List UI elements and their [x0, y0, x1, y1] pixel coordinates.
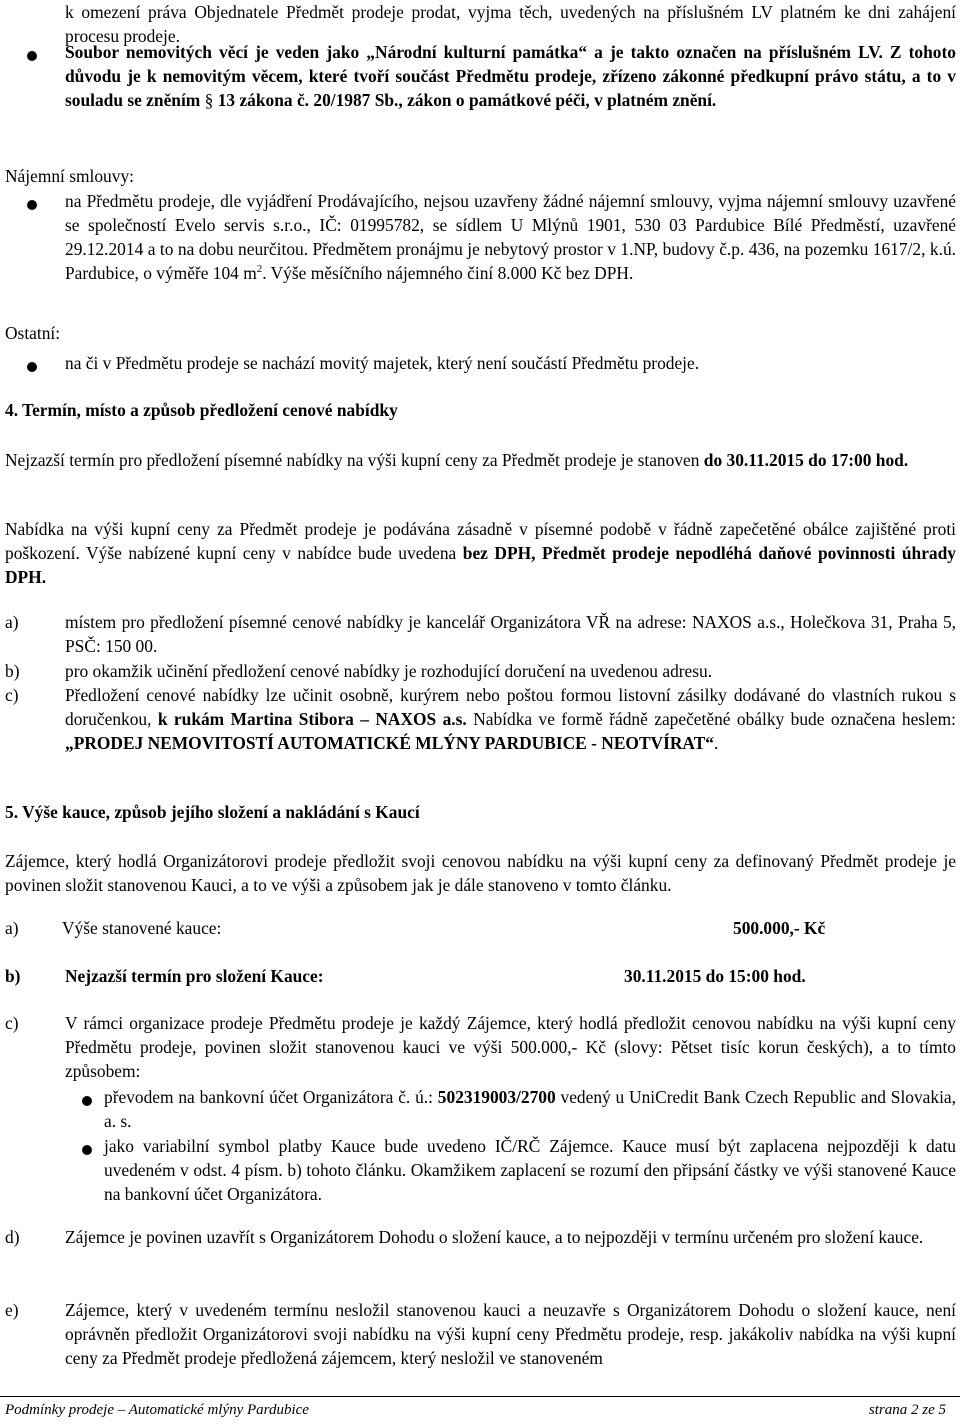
paragraph-text: . Výše měsíčního nájemného činí 8.000 Kč bez DPH.: [262, 263, 634, 283]
section-sign-icon: §: [204, 90, 214, 110]
account-number: 502319003/2700: [437, 1087, 556, 1107]
other-heading: Ostatní:: [5, 323, 61, 343]
paragraph-text: .: [714, 733, 719, 753]
list-label: b): [5, 966, 21, 986]
list-item: V rámci organizace prodeje Předmětu prodeje je každý Zájemce, který hodlá předložit cenovou nabídku na výši kupní ceny Předmětu prodeje, povinen složit stanovenou kauci ve výši 500.000,- Kč (slovy: Pětset tisíc korun českých), a to tímto způsobem:: [65, 1013, 956, 1081]
list-item: [65, 683, 956, 755]
lease-paragraph: [65, 189, 956, 285]
paragraph-text: na Předmětu prodeje, dle vyjádření Prodávajícího, nejsou uzavřeny žádné nájemní smlouvy, vyjma nájemní smlouvy uzavřené se společností Evelo servis s.r.o., IČ: 01995782, se sídlem U Mlýnů 1901, 530 03 Pardubice Bílé Předměstí, uzavřené 29.12.2014 a to na dobu neurčitou. Předmětem pronájmu je nebytový prostor v 1.NP, budovy č.p. 436, na pozemku 1617/2, k.ú. Pardubice, o výměře 104 m: [65, 191, 956, 283]
section-5-heading: [5, 800, 420, 824]
paragraph-text: Nabídka na výši kupní ceny za Předmět prodeje je podávána zásadně v písemné podobě v řádně zapečetěné obálce zajištěné proti poškození. Výše nabízené kupní ceny v nabídce bude uvedena: [5, 519, 956, 563]
paragraph-text: Nabídka ve formě řádně zapečetěné obálky bude označena heslem:: [473, 709, 956, 729]
sub-list-item: [104, 1085, 956, 1133]
list-item: Nejzazší termín pro složení Kauce:: [65, 966, 324, 986]
kauce-deadline: 30.11.2015 do 15:00 hod.: [624, 966, 806, 986]
lease-heading: Nájemní smlouvy:: [5, 166, 134, 186]
bullet-icon: [27, 51, 37, 61]
paragraph-text: , zákon o památkové péči, v platném znění.: [398, 90, 717, 110]
bullet-icon: [82, 1145, 92, 1155]
bullet-icon: [82, 1096, 92, 1106]
form-paragraph: [5, 517, 956, 589]
heading-text: 5. Výše kauce, způsob jejího složení a nakládání s Kaucí: [5, 802, 420, 822]
list-item: Zájemce, který v uvedeném termínu nesložil stanovenou kauci a neuzavře s Organizátorem Dohodu o složení kauce, není oprávněn předložit Organizátorovi svoji nabídku na výši kupní ceny Předmětu prodeje, resp. jakákoliv nabídka na výši kupní ceny za Předmět prodeje předložená zájemcem, který nesložil ve stanoveném: [65, 1300, 956, 1368]
superscript: 2: [256, 263, 263, 276]
page-number: strana 2 ze 5: [868, 1402, 946, 1418]
list-label: a): [5, 918, 19, 938]
list-label: c): [5, 1013, 19, 1033]
paragraph-text: „PRODEJ NEMOVITOSTÍ AUTOMATICKÉ MLÝNY PARDUBICE - NEOTVÍRAT“: [65, 733, 714, 753]
paragraph-text: k omezení práva Objednatele Předmět prodeje prodat, vyjma těch, uvedených na příslušném LV platném ke dni zahájení procesu prodeje.: [65, 2, 956, 46]
kauce-amount: 500.000,- Kč: [733, 918, 826, 938]
heading-text: 4. Termín, místo a způsob předložení cenové nabídky: [5, 400, 398, 420]
list-label: a): [5, 612, 19, 632]
paragraph-text: 13 zákona č. 20/1987 Sb.: [217, 90, 399, 110]
paragraph-text: Předložení cenové nabídky lze učinit osobně, kurýrem nebo poštou formou listovní zásilky dodávané do vlastních rukou s doručenkou,: [65, 685, 956, 729]
list-label: d): [5, 1227, 20, 1247]
list-item: Zájemce je povinen uzavřít s Organizátorem Dohodu o složení kauce, a to nejpozději v termínu určeném pro složení kauce.: [65, 1227, 924, 1247]
paragraph-text: do 30.11.2015 do 17:00 hod.: [703, 450, 909, 470]
list-label: b): [5, 661, 20, 681]
paragraph-text: k rukám Martina Stibora – NAXOS a.s.: [157, 709, 467, 729]
other-paragraph: na či v Předmětu prodeje se nachází movitý majetek, který není součástí Předmětu prodeje.: [65, 353, 700, 373]
paragraph-text: bez DPH, Předmět prodeje nepodléhá daňové povinnosti úhrady DPH.: [5, 543, 956, 587]
paragraph-text: vedený u UniCredit Bank Czech Republic and Slovakia, a. s.: [104, 1087, 956, 1131]
list-item: místem pro předložení písemné cenové nabídky je kancelář Organizátora VŘ na adrese: NAXOS a.s., Holečkova 31, Praha 5, PSČ: 150 00.: [65, 612, 956, 656]
deadline-paragraph: [5, 448, 956, 472]
sub-list-item: jako variabilní symbol platby Kauce bude uvedeno IČ/RČ Zájemce. Kauce musí být zaplacena nejpozději k datu uvedeném v odst. 4 písm. b) tohoto článku. Okamžikem zaplacení se rozumí den připsání částky ve výši stanovené Kauce na bankovní účet Organizátora.: [104, 1136, 956, 1204]
list-item: Výše stanovené kauce:: [62, 918, 222, 938]
footer-divider: [0, 1396, 960, 1397]
monument-paragraph: [65, 40, 956, 112]
list-label: e): [5, 1300, 19, 1320]
list-item: pro okamžik učinění předložení cenové nabídky je rozhodující doručení na uvedenou adresu.: [65, 661, 713, 681]
paragraph-text: převodem na bankovní účet Organizátora č. ú.:: [104, 1087, 433, 1107]
bullet-icon: [27, 200, 37, 210]
paragraph-text: Nejzazší termín pro předložení písemné nabídky na výši kupní ceny za Předmět prodeje je stanoven: [5, 450, 700, 470]
paragraph-text: Z tohoto důvodu je k nemovitým věcem, které tvoří součást Předmětu prodeje, zřízeno zákonné předkupní právo státu, a to v souladu se zněním: [65, 42, 956, 110]
section-4-heading: [5, 398, 398, 422]
list-label: c): [5, 685, 19, 705]
paragraph-text: Soubor nemovitých věcí je veden jako „Národní kulturní památka“ a je takto označen na příslušném LV.: [65, 42, 883, 62]
bullet-icon: [27, 362, 37, 372]
footer-title: Podmínky prodeje – Automatické mlýny Pardubice: [5, 1402, 309, 1418]
kauce-intro-paragraph: Zájemce, který hodlá Organizátorovi prodeje předložit svoji cenovou nabídku na výši kupní ceny za definovaný Předmět prodeje je povinen složit stanovenou Kauci, a to ve výši a způsobem jak je dále stanoveno v tomto článku.: [5, 851, 956, 895]
